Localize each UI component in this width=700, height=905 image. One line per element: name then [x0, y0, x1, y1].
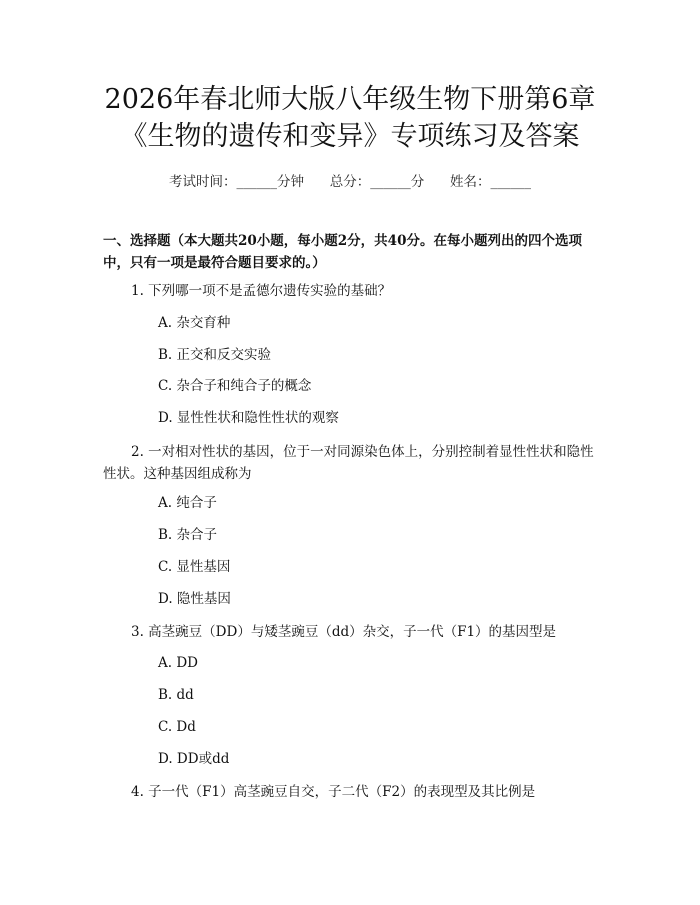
question-2-option-c: C. 显性基因 [158, 559, 231, 575]
question-3: 3. 高茎豌豆（DD）与矮茎豌豆（dd）杂交，子一代（F1）的基因型是 [131, 624, 557, 640]
question-1: 1. 下列哪一项不是孟德尔遗传实验的基础？ [131, 283, 392, 299]
document-title-line-2: 《生物的遗传和变异》专项练习及答案 [120, 121, 580, 152]
section-heading: 一、选择题（本大题共20小题，每小题2分，共40分。在每小题列出的四个选项中，只有一项是最符合题目要求的。） [103, 233, 582, 271]
question-2-option-b: B. 杂合子 [158, 527, 218, 543]
question-3-option-d: D. DD或dd [158, 751, 230, 767]
question-3-option-b: B. dd [158, 687, 194, 703]
question-3-option-a: A. DD [158, 655, 198, 671]
question-1-option-d: D. 显性性状和隐性性状的观察 [158, 410, 339, 426]
question-1-option-b: B. 正交和反交实验 [158, 347, 272, 363]
question-2-option-a: A. 纯合子 [158, 495, 217, 511]
question-1-option-c: C. 杂合子和纯合子的概念 [158, 378, 312, 394]
question-4: 4. 子一代（F1）高茎豌豆自交，子二代（F2）的表现型及其比例是 [131, 784, 536, 800]
question-2: 2. 一对相对性状的基因，位于一对同源染色体上，分别控制着显性性状和隐性性状。这种基因组成称为 [103, 444, 594, 482]
document-title-line-1: 2026年春北师大版八年级生物下册第6章 [104, 84, 596, 115]
exam-info-line: 考试时间：______分钟 总分：______分 姓名：______ [169, 174, 531, 190]
question-2-option-d: D. 隐性基因 [158, 591, 231, 607]
question-1-option-a: A. 杂交育种 [158, 315, 231, 331]
question-3-option-c: C. Dd [158, 719, 196, 735]
